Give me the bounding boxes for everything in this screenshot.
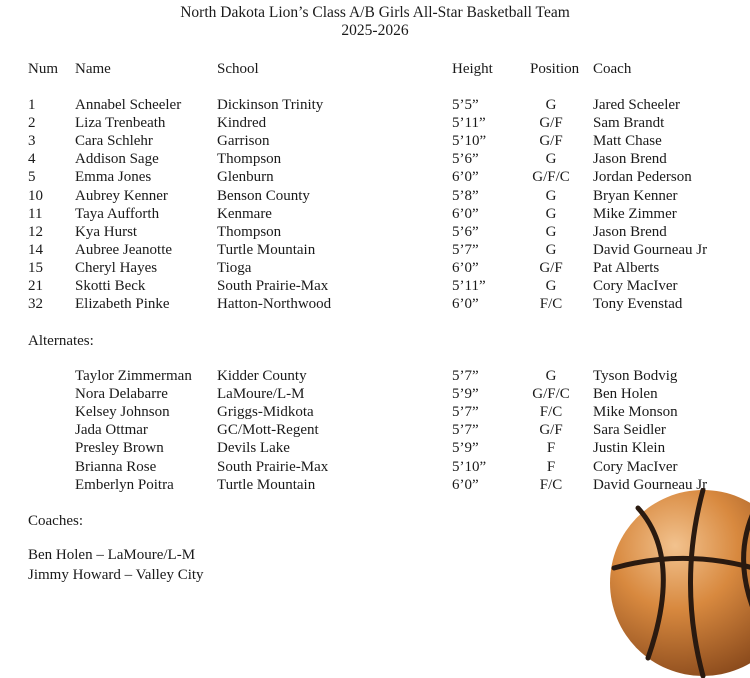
header-height: Height [452,61,493,77]
player-position: G [545,97,557,113]
player-number: 10 [28,187,43,204]
player-number: 32 [28,296,43,313]
player-name: Kya Hurst [75,223,138,240]
player-number: 21 [28,278,43,294]
player-coach: Sara Seidler [593,422,666,439]
player-height: 6’0” [452,259,479,276]
player-name: Taya Aufforth [75,205,160,222]
player-coach: Matt Chase [593,133,662,150]
player-coach: Sam Brandt [593,115,665,132]
player-name: Cara Schlehr [75,133,153,150]
player-position: F/C [539,476,563,493]
player-school: Kenmare [217,205,272,222]
player-coach: Pat Alberts [593,259,660,276]
player-school: Benson County [217,187,310,204]
player-school: Thompson [217,151,282,168]
player-number: 12 [28,223,43,240]
player-name: Elizabeth Pinke [75,296,170,313]
player-school: Glenburn [217,169,274,186]
header-coach: Coach [593,61,632,77]
alternate-row [0,421,750,439]
player-name: Aubree Jeanotte [75,241,173,258]
player-name: Aubrey Kenner [75,187,168,204]
alternates-heading: Alternates: [28,333,94,349]
player-school: Garrison [217,133,270,150]
alternate-row [0,403,750,421]
player-coach: Ben Holen [593,386,658,403]
player-height: 5’10” [452,458,487,475]
player-number: 4 [28,151,36,168]
player-height: 5’10” [452,133,487,150]
player-height: 6’0” [452,169,479,186]
player-position: G/F/C [532,386,570,403]
player-height: 5’5” [452,97,479,113]
player-position: G/F [539,259,563,276]
player-row [0,114,750,132]
player-height: 5’7” [452,404,479,421]
player-number: 1 [28,97,36,113]
header-school: School [217,61,259,77]
player-position: G/F/C [532,169,570,186]
player-row [0,223,750,241]
player-height: 5’7” [452,368,479,384]
player-height: 5’6” [452,151,479,168]
player-coach: Bryan Kenner [593,187,678,204]
player-school: Kindred [217,115,267,132]
player-coach: Mike Zimmer [593,205,677,222]
coach-line: Ben Holen – LaMoure/L-M [28,547,196,563]
player-position: F/C [539,404,563,421]
player-row [0,259,750,277]
player-coach: David Gourneau Jr [593,241,708,258]
player-name: Taylor Zimmerman [75,368,192,384]
player-name: Cheryl Hayes [75,259,158,276]
document-season: 2025-2026 [341,22,409,39]
player-height: 5’11” [452,115,486,132]
player-number: 2 [28,115,36,132]
player-position: G [545,187,557,204]
player-coach: Cory MacIver [593,458,678,475]
player-row [0,241,750,259]
player-name: Emberlyn Poitra [75,476,174,493]
player-school: Thompson [217,223,282,240]
coaches-heading: Coaches: [28,513,83,529]
player-height: 5’8” [452,187,479,204]
player-row [0,150,750,168]
player-height: 6’0” [452,476,479,493]
player-position: G [545,205,557,222]
player-name: Jada Ottmar [75,422,148,439]
player-number: 15 [28,259,43,276]
player-position: G [545,241,557,258]
player-position: G/F [539,422,563,439]
player-coach: Jason Brend [593,151,667,168]
header-position: Position [530,61,580,77]
player-coach: Jason Brend [593,223,667,240]
player-coach: David Gourneau Jr [593,476,708,493]
player-number: 5 [28,169,36,186]
player-name: Kelsey Johnson [75,404,170,421]
player-name: Liza Trenbeath [75,115,166,132]
player-name: Nora Delabarre [75,386,168,403]
player-position: F [546,440,556,457]
player-height: 5’7” [452,422,479,439]
player-row [0,295,750,313]
player-name: Presley Brown [75,440,164,457]
basketball-icon [608,488,750,678]
player-height: 5’9” [452,386,479,403]
player-number: 14 [28,241,43,258]
player-number: 11 [28,205,43,222]
player-coach: Tony Evenstad [593,296,683,313]
player-school: Hatton-Northwood [217,296,332,313]
player-school: South Prairie-Max [217,458,329,475]
player-name: Emma Jones [75,169,152,186]
player-school: Kidder County [217,368,307,384]
player-position: G [545,151,557,168]
player-position: F/C [539,296,563,313]
player-school: GC/Mott-Regent [217,422,319,439]
player-name: Skotti Beck [75,278,146,294]
coach-line: Jimmy Howard – Valley City [28,567,204,583]
player-height: 6’0” [452,205,479,222]
player-school: Griggs-Midkota [217,404,314,421]
player-row [0,187,750,205]
alternate-row [0,439,750,457]
player-row [0,96,750,114]
player-position: G/F [539,133,563,150]
player-school: Devils Lake [217,440,290,457]
player-row [0,168,750,186]
player-coach: Jordan Pederson [593,169,692,186]
player-school: Turtle Mountain [217,476,316,493]
header-num: Num [28,61,58,77]
player-height: 5’6” [452,223,479,240]
player-row [0,205,750,223]
header-name: Name [75,61,111,77]
player-school: Tioga [217,259,252,276]
player-position: G/F [539,115,563,132]
player-position: G [545,278,557,294]
player-position: G [545,368,557,384]
player-height: 5’7” [452,241,479,258]
alternate-row [0,385,750,403]
document-title: North Dakota Lion’s Class A/B Girls All-Star Basketball Team [180,4,570,21]
player-school: Dickinson Trinity [217,97,324,113]
player-coach: Mike Monson [593,404,678,421]
player-coach: Jared Scheeler [593,97,681,113]
player-school: LaMoure/L-M [217,386,305,403]
player-coach: Tyson Bodvig [593,368,678,384]
player-coach: Justin Klein [593,440,666,457]
player-number: 3 [28,133,36,150]
player-name: Addison Sage [75,151,159,168]
player-height: 5’9” [452,440,479,457]
player-position: G [545,223,557,240]
player-school: Turtle Mountain [217,241,316,258]
player-row [0,277,750,295]
player-height: 6’0” [452,296,479,313]
player-name: Brianna Rose [75,458,157,475]
player-position: F [546,458,556,475]
player-height: 5’11” [452,278,486,294]
player-school: South Prairie-Max [217,278,329,294]
player-name: Annabel Scheeler [75,97,182,113]
alternate-row [0,367,750,385]
player-row [0,132,750,150]
player-coach: Cory MacIver [593,278,678,294]
alternate-row [0,458,750,476]
